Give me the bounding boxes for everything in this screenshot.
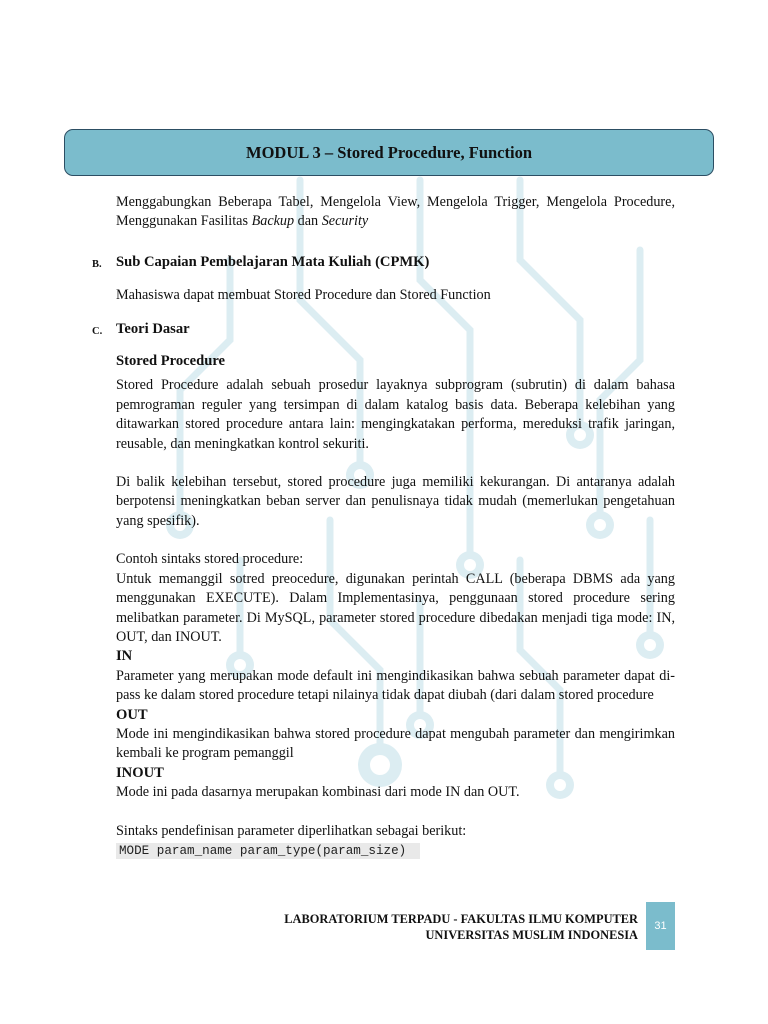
module-title: MODUL 3 – Stored Procedure, Function <box>246 142 532 162</box>
footer-university: UNIVERSITAS MUSLIM INDONESIA <box>425 928 638 942</box>
code-snippet: MODE param_name param_type(param_size) <box>116 843 420 859</box>
section-b-text: Mahasiswa dapat membuat Stored Procedure dan Stored Function <box>116 287 491 304</box>
page-number: 31 <box>646 902 675 950</box>
section-c-letter: C. <box>92 325 103 337</box>
mode-out-heading: OUT <box>116 706 148 723</box>
code-block <box>116 841 675 860</box>
page-footer <box>284 911 638 943</box>
stored-procedure-subheading: Stored Procedure <box>116 353 226 370</box>
mode-in-text: Parameter yang merupakan mode default ini mengindikasikan bahwa sebuah parameter dapat di-pass ke dalam stored procedure tetapi nilainya tidak dapat diubah (dari dalam stored procedure <box>116 667 675 704</box>
intro-text: Menggabungkan Beberapa Tabel, Mengelola View, Mengelola Trigger, Mengelola Procedure, Menggunakan Fasilitas <box>116 194 675 230</box>
intro-security: Security <box>321 213 369 230</box>
syntax-example-label: Contoh sintaks stored procedure: <box>116 551 304 568</box>
section-b-heading <box>92 253 675 272</box>
page-content <box>92 193 675 860</box>
intro-backup: Backup <box>251 213 295 230</box>
section-c-title: Teori Dasar <box>116 320 190 337</box>
sp-paragraph-3: Untuk memanggil sotred preocedure, digunakan perintah CALL (beberapa DBMS ada yang menggunakan EXECUTE). Dalam Implementasinya, penggunaan stored procedure sering melibatkan parameter. Di MySQL, parameter stored procedure dibedakan menjadi tiga mode: IN, OUT, dan INOUT. <box>116 570 675 645</box>
mode-in-heading: IN <box>116 648 133 665</box>
sp-paragraph-2: Di balik kelebihan tersebut, stored procedure juga memiliki kekurangan. Di antaranya adalah berpotensi meningkatkan beban server dan penulisnaya tidak mudah (memerlukan pengetahuan yang spesifik). <box>116 474 675 529</box>
section-c-heading <box>92 320 675 339</box>
mode-inout-heading: INOUT <box>116 764 164 781</box>
syntax-intro: Sintaks pendefinisan parameter diperlihatkan sebagai berikut: <box>116 822 467 839</box>
sp-paragraph-1: Stored Procedure adalah sebuah prosedur layaknya subprogram (subrutin) di dalam bahasa pemrograman reguler yang tersimpan di dalam katalog basis data. Beberapa kelebihan yang ditawarkan stored procedure antara lain: mengingkatakan performa, mereduksi trafik jaringan, reusable, dan meningkatkan kontrol sekuriti. <box>116 377 675 452</box>
mode-inout-text: Mode ini pada dasarnya merupakan kombinasi dari mode IN dan OUT. <box>116 784 520 801</box>
footer-lab: LABORATORIUM TERPADU - FAKULTAS ILMU KOMPUTER <box>284 912 638 926</box>
section-b-title: Sub Capaian Pembelajaran Mata Kuliah (CPMK) <box>116 253 430 270</box>
intro-and: dan <box>294 213 322 230</box>
intro-paragraph <box>116 193 675 232</box>
section-b-letter: B. <box>92 258 102 270</box>
mode-out-text: Mode ini mengindikasikan bahwa stored procedure dapat mengubah parameter dan mengirimkan kembali ke program pemanggil <box>116 725 675 762</box>
module-header <box>64 129 714 176</box>
